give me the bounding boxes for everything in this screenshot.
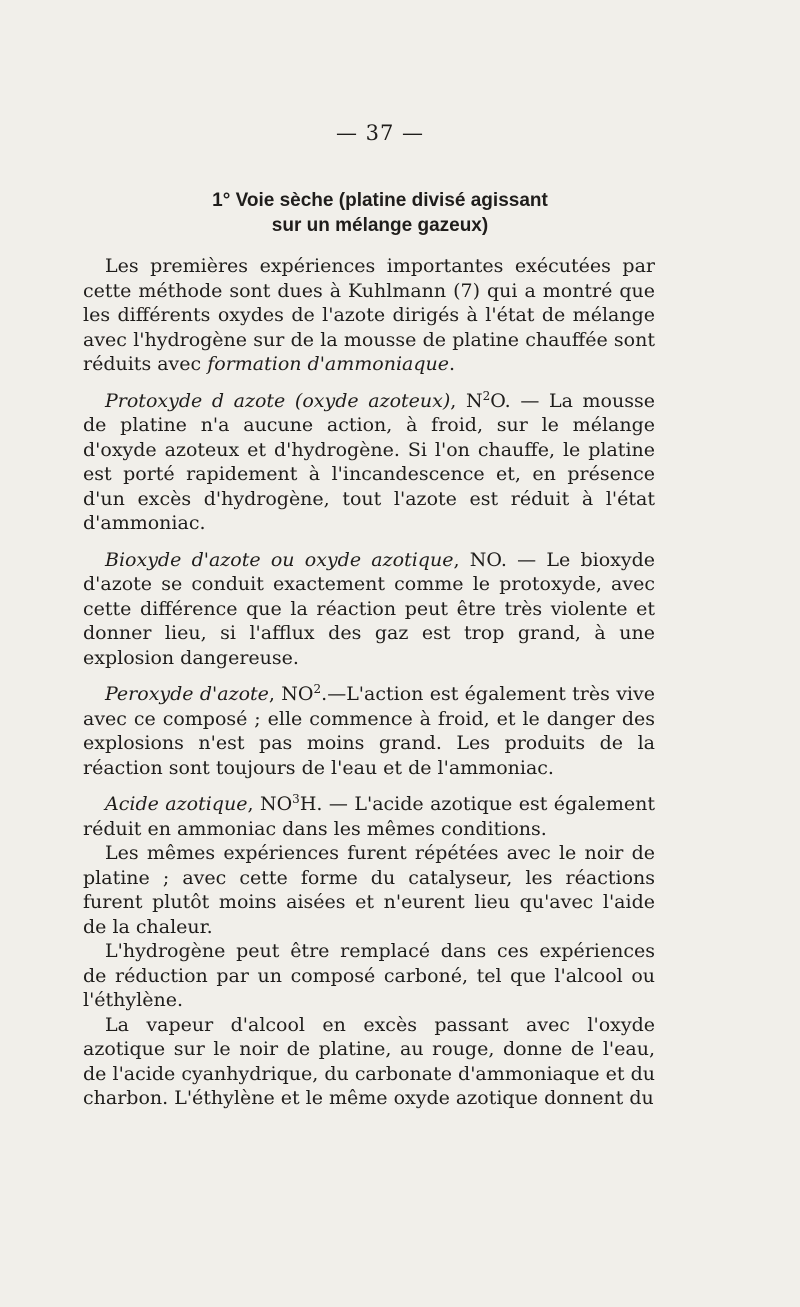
paragraph-noir-de-platine: Les mêmes expériences furent répétées avec le noir de platine ; avec cette forme du catalyseur, les réactions furent plutôt moins aisées et n'eurent lieu qu'avec l'aide de la chaleur.: [83, 842, 655, 938]
formula: $NO^3H$.: [259, 792, 323, 815]
section-heading-line-1: 1° Voie sèche (platine divisé agissant: [212, 190, 548, 211]
paragraph-bioxyde: Bioxyde d'azote ou oxyde azotique, NO. — Le bioxyde d'azote se conduit exactement comme le protoxyde, avec cette différence que la réaction peut être très violente et donner lieu, si l'afflux des gaz est trop grand, à une explosion dangereuse.: [83, 548, 655, 669]
page-number: — 37 —: [335, 121, 425, 145]
compound-title: Peroxyde d'azote: [105, 683, 269, 705]
compound-title: Bioxyde d'azote ou oxyde azotique: [105, 548, 454, 571]
paragraph-peroxyde: Peroxyde d'azote, $NO^2.—L'action$ est également très vive avec ce composé ; elle commence à froid, et le danger des explosions n'est pas moins grand. Les produits de la réaction sont toujours de l'eau et de l'ammoniac.: [83, 682, 655, 779]
body-text: [83, 254, 655, 1111]
compound-title: Acide azotique: [105, 793, 248, 815]
section-heading-line-2: sur un mélange gazeux): [271, 215, 489, 236]
paragraph-text: — Le bioxyde d'azote se conduit exactement comme le protoxyde, avec cette différence que la réaction peut être très violente et donner lieu, si l'afflux des gaz est trop grand, à une explosion dangereuse.: [83, 548, 655, 669]
paragraph-end: .: [449, 353, 456, 375]
compound-title: Protoxyde d azote: [105, 389, 286, 412]
compound-alt-name: (oxyde azoteux): [294, 389, 451, 412]
paragraph-text: — L'acide azotique est également réduit en ammoniac dans les mêmes conditions.: [83, 793, 655, 840]
paragraph-protoxyde: Protoxyde d azote (oxyde azoteux), $N^2O$. — La mousse de platine n'a aucune action, à froid, sur le mélange d'oxyde azoteux et d'hydrogène. Si l'on chauffe, le platine est porté rapidement à l'incandescence et, en présence d'un excès d'hydrogène, tout l'azote est réduit à l'état d'ammoniac.: [83, 388, 655, 534]
paragraph-acide-azotique: Acide azotique, $NO^3H$. — L'acide azotique est également réduit en ammoniac dans les mêmes conditions.: [83, 792, 655, 840]
paragraph-text: —L'action est également très vive avec ce composé ; elle commence à froid, et le danger des explosions n'est pas moins grand. Les produits de la réaction sont toujours de l'eau et de l'ammoniac.: [83, 683, 655, 779]
formula: $NO^2$.: [281, 682, 328, 705]
section-heading: [110, 188, 650, 238]
formula: $N^2O$.: [465, 388, 511, 412]
paragraph-text: — La mousse de platine n'a aucune action, à froid, sur le mélange d'oxyde azoteux et d'hydrogène. Si l'on chauffe, le platine est porté rapidement à l'incandescence et, en présence d'un excès d'hydrogène, tout l'azote est réduit à l'état d'ammoniac.: [83, 389, 655, 534]
formula: NO.: [469, 548, 507, 571]
paragraph-kuhlmann: [83, 254, 655, 377]
paragraph-hydrogene: L'hydrogène peut être remplacé dans ces expériences de réduction par un composé carboné, tel que l'alcool ou l'éthylène.: [83, 940, 655, 1011]
italic-phrase: formation d'ammoniaque: [207, 353, 450, 375]
paragraph-vapeur-alcool: La vapeur d'alcool en excès passant avec l'oxyde azotique sur le noir de platine, au rouge, donne de l'eau, de l'acide cyanhydrique, du carbonate d'ammoniaque et du charbon. L'éthylène et le même oxyde azotique donnent du: [83, 1013, 655, 1109]
paragraph-text: Les premières expériences importantes exécutées par cette méthode sont dues à Kuhlmann (7) qui a montré que les différents oxydes de l'azote dirigés à l'état de mélange avec l'hydrogène sur de la mousse de platine chauffée sont réduits avec: [83, 255, 655, 375]
